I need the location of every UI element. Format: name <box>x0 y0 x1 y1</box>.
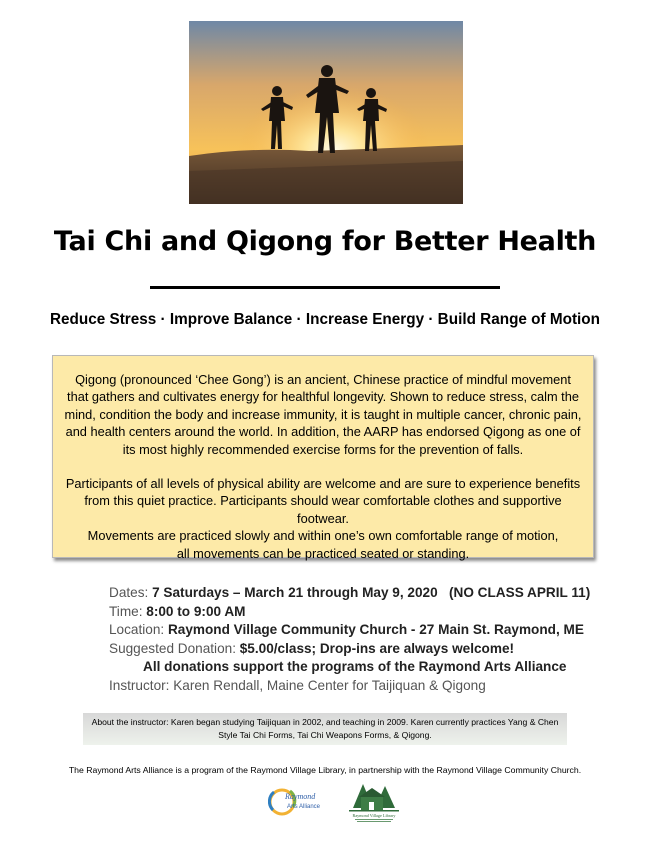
description-paragraph-2-line-2: Movements are practiced slowly and within one’s own comfortable range of motion, <box>87 528 559 544</box>
arts-alliance-logo-text-1: Raymond <box>285 792 316 801</box>
donation-row <box>109 640 609 659</box>
instructor-row: Instructor: Karen Rendall, Maine Center for Taijiquan & Qigong <box>109 677 486 693</box>
description-paragraph-2-line-1: Participants of all levels of physical ability are welcome and are sure to experience benefits from this quiet practice. Participants should wear comfortable clothes and supportive footwear. <box>65 476 581 526</box>
location-row <box>109 621 609 640</box>
title-underline <box>150 286 500 289</box>
dates-row <box>109 584 609 603</box>
arts-alliance-logo-text-2: Arts Alliance <box>287 804 321 810</box>
description-paragraph-1: Qigong (pronounced ‘Chee Gong’) is an ancient, Chinese practice of mindful movement that gathers and cultivates energy for healthful longevity. Shown to reduce stress, calm the mind, condition the body and increase immunity, it is taught in multiple cancer, chronic pain, and health centers around the world. In addition, the AARP has endorsed Qigong as one of its most highly recommended exercise forms for the prevention of falls. <box>64 372 582 457</box>
page-title: Tai Chi and Qigong for Better Health <box>53 226 597 257</box>
description-paragraph-2-line-3: all movements can be practiced seated or standing. <box>176 545 470 561</box>
donation-note: All donations support the programs of the Raymond Arts Alliance <box>143 659 567 674</box>
class-details <box>109 584 609 695</box>
time-value: 8:00 to 9:00 AM <box>146 603 246 619</box>
hero-photo-tai-chi-sunset <box>189 21 463 204</box>
location-label: Location: <box>109 622 168 637</box>
time-label: Time: <box>109 603 147 619</box>
time-row <box>109 603 609 622</box>
donation-label: Suggested Donation: <box>109 640 240 656</box>
description-paragraph-2 <box>63 475 583 562</box>
dates-label: Dates: <box>109 585 153 600</box>
library-logo-text: Raymond Village Library <box>352 813 396 818</box>
subtitle-benefits: Reduce Stress · Improve Balance · Increase Energy · Build Range of Motion <box>50 311 600 328</box>
location-value: Raymond Village Community Church - 27 Main St. Raymond, ME <box>167 622 584 637</box>
raymond-village-library-logo <box>343 778 403 826</box>
raymond-arts-alliance-logo <box>268 782 328 822</box>
dates-value: 7 Saturdays – March 21 through May 9, 2020 (NO CLASS APRIL 11) <box>152 585 591 600</box>
about-instructor-banner: About the instructor: Karen began studying Taijiquan in 2002, and teaching in 2009. Karen currently practices Yang & Chen Style Tai Chi Forms, Tai Chi Weapons Forms, & Qigong. <box>83 713 567 745</box>
donation-value: $5.00/class; Drop-ins are always welcome! <box>239 640 515 656</box>
description-box <box>52 355 594 561</box>
footer-note: The Raymond Arts Alliance is a program of the Raymond Village Library, in partnership with the Raymond Village Community Church. <box>68 765 582 775</box>
